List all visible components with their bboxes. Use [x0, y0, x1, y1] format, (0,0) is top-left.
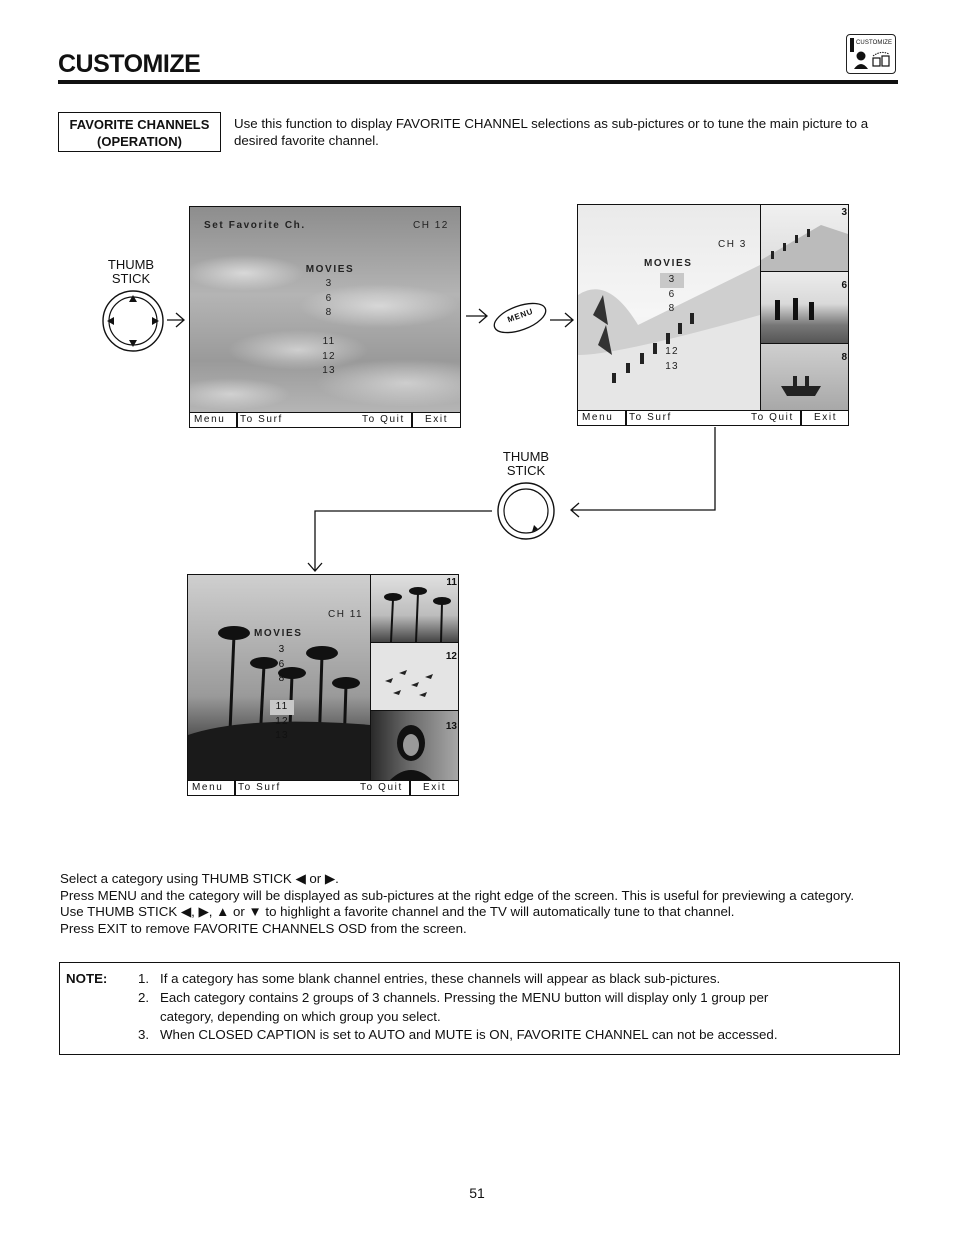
- tv-screen-set-favorite: [189, 206, 461, 428]
- sub-picture-number: 3: [841, 207, 847, 218]
- instructions: [60, 871, 905, 937]
- osd-exit-label: Exit: [814, 412, 838, 423]
- menu-button-label: MENU: [506, 306, 535, 325]
- sub-picture-number: 8: [841, 352, 847, 363]
- osd-channel-list-a: 3 6 8: [660, 273, 684, 317]
- sub-picture-ch8: [760, 343, 849, 410]
- osd-bottom-bar: [190, 412, 460, 427]
- osd-channel-list-a: 3 6 8: [325, 278, 333, 318]
- badge-text: CUSTOMIZE: [856, 40, 893, 46]
- osd-channel-list-b: 11 12 13: [270, 700, 294, 744]
- instruction-line: Select a category using THUMB STICK ◀ or ▶.: [60, 871, 339, 886]
- menu-button-icon: [492, 299, 548, 337]
- section-label-line1: FAVORITE CHANNELS: [69, 117, 210, 132]
- osd-category: MOVIES: [305, 264, 355, 275]
- sub-picture-number: 13: [445, 721, 457, 732]
- osd-exit-label: Exit: [425, 414, 449, 425]
- sub-picture-number: 12: [445, 651, 457, 662]
- note-box: NOTE: 1. If a category has some blank channel entries, these channels will appear as black sub-pictures. 2. Each category contains 2 groups of 3 channels. Pressing the MENU button will display only 1 group per category, depending on which group you select. 3. When CLOSED CAPTION is set to AUTO and MUTE is ON, FAVORITE CHANNEL can not be accessed.: [59, 962, 900, 1055]
- instruction-line: Press EXIT to remove FAVORITE CHANNELS OSD from the screen.: [60, 920, 467, 936]
- osd-surf-label: To Surf: [240, 414, 283, 425]
- arrow-to-screen1: [167, 313, 184, 327]
- osd-title: Set Favorite Ch.: [204, 220, 306, 231]
- tv-screen-tuned-channel: [187, 574, 459, 796]
- osd-surf-label: To Surf: [238, 782, 281, 793]
- thumb-stick-directional-icon: [101, 289, 165, 353]
- osd-channel: CH 12: [413, 220, 449, 231]
- thumb-stick-label-1: THUMB STICK: [107, 257, 155, 286]
- section-label-line2: (OPERATION): [97, 134, 182, 149]
- page-title: CUSTOMIZE: [58, 50, 201, 78]
- osd-category: MOVIES: [644, 258, 693, 269]
- intro-text: Use this function to display FAVORITE CHANNEL selections as sub-pictures or to tune the main picture to a desired favorite channel.: [234, 116, 869, 148]
- page-number: 51: [469, 1185, 485, 1201]
- osd-channel: CH 3: [718, 239, 747, 250]
- sub-picture-ch13: [370, 710, 459, 780]
- osd-channel-list-a: 3 6 8: [278, 644, 286, 684]
- instruction-line: Use THUMB STICK ◀, ▶, ▲ or ▼ to highlight a favorite channel and the TV will automatically tune to that channel.: [60, 904, 735, 919]
- thumb-stick-label-2: THUMB STICK: [502, 449, 550, 478]
- osd-bottom-bar: [578, 410, 848, 425]
- osd-channel-list-b: 11 12 13: [322, 336, 336, 376]
- osd-channel: CH 11: [328, 609, 364, 620]
- osd-exit-label: Exit: [423, 782, 447, 793]
- arrow-to-screen3: [308, 511, 492, 571]
- osd-channel-list-b: 12 13: [665, 346, 679, 372]
- arrow-to-menu: [466, 309, 487, 323]
- osd-category: MOVIES: [254, 628, 303, 639]
- osd-menu-label: Menu: [582, 412, 614, 423]
- osd-surf-label: To Surf: [629, 412, 672, 423]
- arrow-to-thumbstick2: [571, 427, 715, 517]
- tv-screen-category-preview: [577, 204, 849, 426]
- sub-picture-ch3: [760, 205, 849, 271]
- sub-picture-ch6: [760, 271, 849, 343]
- osd-quit-label: To Quit: [360, 782, 403, 793]
- osd-bottom-bar: [188, 780, 458, 795]
- sub-picture-number: 11: [446, 577, 457, 588]
- sub-picture-ch12: [370, 642, 459, 710]
- osd-menu-label: Menu: [194, 414, 226, 425]
- sub-picture-ch11: [370, 575, 459, 642]
- osd-quit-label: To Quit: [751, 412, 794, 423]
- arrow-to-screen2: [550, 313, 573, 327]
- osd-menu-label: Menu: [192, 782, 224, 793]
- note-label: NOTE:: [66, 971, 108, 986]
- thumb-stick-rotate-icon: [496, 481, 556, 541]
- instruction-line: Press MENU and the category will be displayed as sub-pictures at the right edge of the screen. This is useful for previewing a category.: [60, 887, 855, 903]
- osd-quit-label: To Quit: [362, 414, 405, 425]
- sub-picture-number: 6: [841, 280, 847, 291]
